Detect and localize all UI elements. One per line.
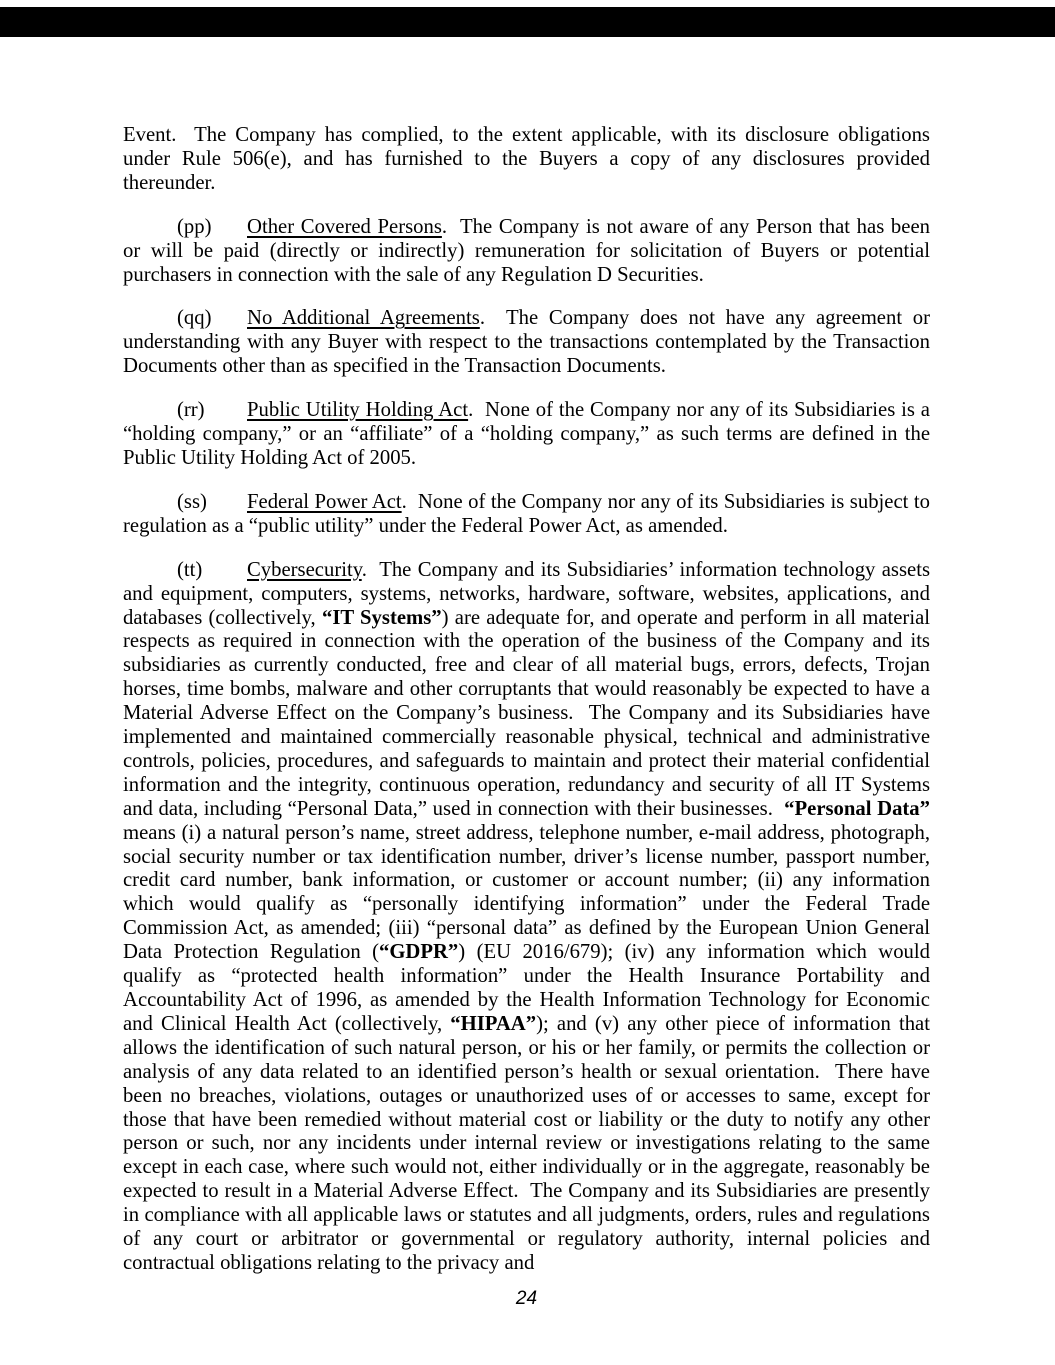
item-heading: No Additional Agreements: [247, 307, 480, 330]
item-paragraph: [123, 558, 936, 1276]
top-black-bar: [0, 7, 1055, 37]
text-run: ) are adequate for, and operate and perform in all material respects as required in connection with the operation of the business of the Company and its subsidiaries as currently conducted, free and clear of all material bugs, errors, defects, Trojan horses, time bombs, malware and other corruptants that would reasonably be expected to have a Material Adverse Effect on the Company’s business. The Company and its Subsidiaries have implemented and maintained commercially reasonable physical, technical and administrative controls, policies, procedures, and safeguards to maintain and protect their material confidential information and the integrity, continuous operation, redundancy and security of all IT Systems and data, including “Personal Data,” used in connection with their businesses.: [123, 606, 936, 820]
item-paragraph: [123, 490, 936, 539]
text-run: . The Company and its Subsidiaries’ information technology assets and equipment, computers, systems, networks, hardware, software, websites, applications, and databases (collectively,: [123, 558, 936, 629]
item-heading: Cybersecurity: [247, 558, 362, 581]
item-paragraph: [123, 399, 936, 471]
bold-term: “GDPR”: [378, 941, 459, 964]
bold-term: “IT Systems”: [321, 606, 442, 629]
item-paragraph: [123, 215, 936, 288]
bold-term: “Personal Data”: [784, 797, 930, 820]
text-run: Event. The Company has complied, to the extent applicable, with its disclosure obligations under Rule 506(e), and has furnished to the Buyers a copy of any disclosures provided thereunder.: [123, 124, 936, 194]
text-run: . None of the Company nor any of its Subsidiaries is subject to regulation as a “public utility” under the Federal Power Act, as amended.: [123, 490, 936, 537]
text-run: . The Company does not have any agreement or understanding with any Buyer with respect to the transactions contemplated by the Transaction Documents other than as specified in the Transaction Documents.: [123, 307, 936, 378]
body-paragraph: [123, 124, 936, 196]
item-heading: Other Covered Persons: [247, 215, 442, 238]
document-content: [123, 124, 936, 1296]
text-run: . The Company is not aware of any Person that has been or will be paid (directly or indirectly) remuneration for solicitation of Buyers or potential purchasers in connection with the sale of any Regulation D Securities.: [123, 215, 936, 286]
item-paragraph: [123, 307, 936, 379]
item-heading: Federal Power Act: [247, 490, 402, 513]
item-label: (ss): [177, 490, 207, 513]
text-run: ) (EU 2016/679); (iv) any information which would qualify as “protected health information” under the Health Insurance Portability and Accountability Act of 1996, as amended by the Health Information Technology for Economic and Clinical Health Act (collectively,: [123, 941, 936, 1035]
text-run: means (i) a natural person’s name, street address, telephone number, e-mail address, photograph, social security number or tax identification number, driver’s license number, passport number, credit card number, bank information, or customer or account number; (ii) any information which would qualify as “personally identifying information” under the Federal Trade Commission Act, as amended; (iii) “personal data” as defined by the European Union General Data Protection Regulation (: [123, 797, 936, 964]
item-label: (pp): [177, 215, 212, 238]
page-number: 24: [515, 1288, 538, 1309]
item-label: (rr): [177, 399, 205, 422]
item-label: (qq): [177, 307, 212, 330]
text-run: ); and (v) any other piece of information that allows the identification of such natural person, or his or her family, or permits the collection or analysis of any data related to an identified person’s health or sexual orientation. There have been no breaches, violations, outages or unauthorized uses of or accesses to same, except for those that have been remedied without material cost or liability or the duty to notify any other person or such, nor any incidents under internal review or investigations relating to the same except in each case, where such would not, either individually or in the aggregate, reasonably be expected to result in a Material Adverse Effect. The Company and its Subsidiaries are presently in compliance with all applicable laws or statutes and all judgments, orders, rules and regulations of any court or arbitrator or governmental or regulatory authority, internal policies and contractual obligations relating to the privacy and: [123, 1012, 936, 1274]
item-heading: Public Utility Holding Act: [247, 399, 469, 422]
bold-term: “HIPAA”: [450, 1012, 537, 1035]
text-run: . None of the Company nor any of its Subsidiaries is a “holding company,” or an “affiliate” of a “holding company,” as such terms are defined in the Public Utility Holding Act of 2005.: [123, 399, 936, 469]
item-label: (tt): [177, 558, 203, 581]
